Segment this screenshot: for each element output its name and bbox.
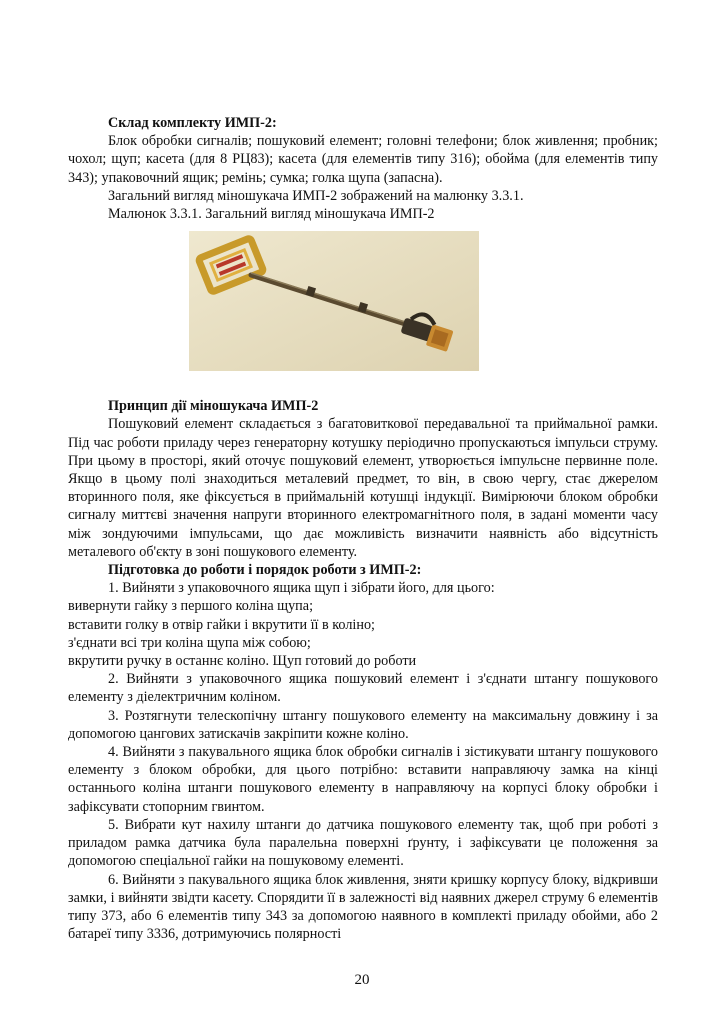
figure-caption: Малюнок 3.3.1. Загальний вигляд міношукача ИМП-2 [108, 206, 435, 223]
mine-detector-photo-icon [189, 231, 479, 371]
step-6: 6. Вийняти з пакувального ящика блок живлення, зняти кришку корпусу блоку, відкривши замки, і вийняти звідти касету. Спорядити її в залежності від наявних джерел струму 6 елементів типу 373, або 6 елементів типу 343 за допомогою наявного в комплекті приладу обойми, або 2 батареї типу 3336, дотримуючись полярності [68, 871, 658, 943]
general-view-paragraph: Загальний вигляд міношукача ИМП-2 зображений на малюнку 3.3.1. [108, 187, 524, 204]
principle-heading: Принцип дії міношукача ИМП-2 [108, 398, 319, 415]
step-1-sub-1: вивернути гайку з першого коліна щупа; [68, 598, 314, 615]
kit-items-paragraph: Блок обробки сигналів; пошуковий елемент; головні телефони; блок живлення; пробник; чохол; щуп; касета (для 8 РЦ83); касета (для елементів типу 316); обойма (для елементів типу 343); упаковочний ящик; ремінь; сумка; голка щупа (запасна). [68, 133, 658, 186]
step-2: 2. Вийняти з упаковочного ящика пошуковий елемент і з'єднати штангу пошукового елементу з діелектричним коліном. [68, 671, 658, 706]
page-content [68, 114, 658, 943]
kit-heading: Склад комплекту ИМП-2: [108, 115, 277, 131]
step-1-sub-3: з'єднати всі три коліна щупа між собою; [68, 634, 311, 651]
step-3: 3. Розтягнути телескопічну штангу пошукового елементу на максимальну довжину і за допомогою цангових затискачів закріпити кожне коліно. [68, 707, 658, 742]
step-1-sub-2: вставити голку в отвір гайки і вкрутити її в коліно; [68, 616, 375, 633]
principle-paragraph: Пошуковий елемент складається з багатовиткової передавальної та приймальної рамки. Під час роботи приладу через генераторну котушку періодично пропускаються імпульси струму. При цьому в просторі, який оточує пошуковий елемент, утворюється імпульсне первинне поле. Якщо в цьому полі знаходиться металевий предмет, то він, в свою чергу, стає джерелом вторинного поля, яке фіксується в приймальній котушці індукції. Вимірюючи блоком обробки сигналу миттєві значення напруги вторинного електромагнітного поля, в задані моменти часу між зондуючими імпульсами, що дає можливість визначити наявність або відсутність металевого об'єкту в зоні пошукового елементу. [68, 416, 658, 560]
preparation-heading: Підготовка до роботи і порядок роботи з ИМП-2: [108, 562, 422, 579]
mine-detector-photo [189, 231, 479, 371]
step-4: 4. Вийняти з пакувального ящика блок обробки сигналів і зістикувати штангу пошукового елементу з блоком обробки, для цього потрібно: вставити направляючу замка на кінці останнього коліна штанги пошукового елементу в направляючу на корпусі блоку обробки і зафіксувати стопорним гвинтом. [68, 744, 658, 815]
step-1: 1. Вийняти з упаковочного ящика щуп і зібрати його, для цього: [108, 580, 495, 597]
step-1-sub-4: вкрутити ручку в останнє коліно. Щуп готовий до роботи [68, 653, 417, 670]
page-number: 20 [354, 972, 370, 988]
step-5: 5. Вибрати кут нахилу штанги до датчика пошукового елементу так, щоб при роботі з приладом рамка датчика була паралельна поверхні ґрунту, і зафіксувати це положення за допомогою спеціальної гайки на пошуковому елементі. [68, 816, 658, 870]
